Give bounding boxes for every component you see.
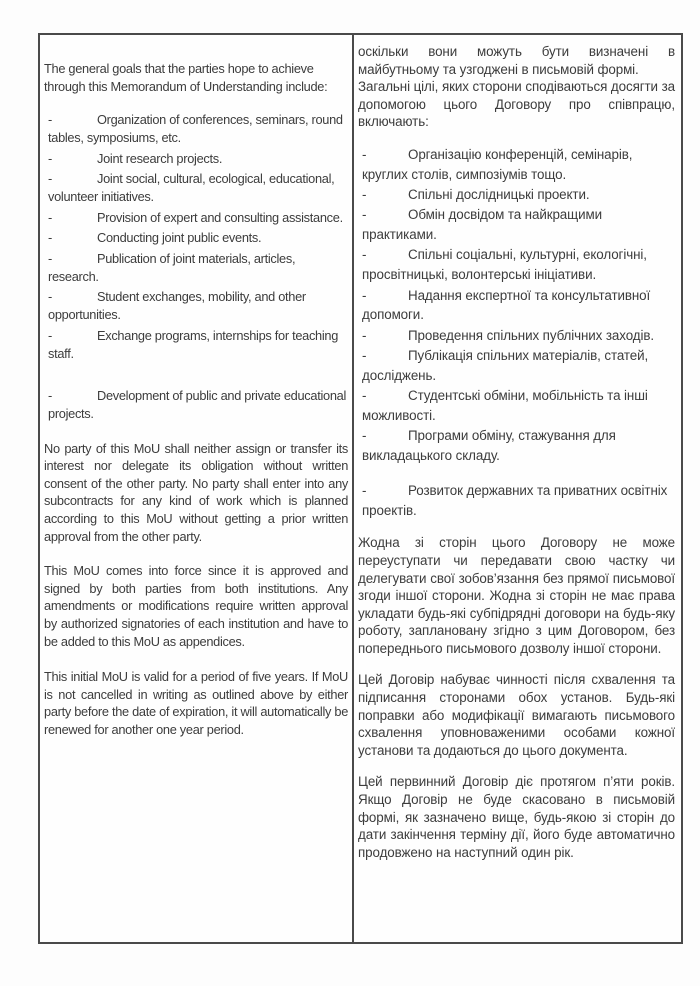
intro-paragraph-uk-1: оскільки вони можуть бути визначені в майбутньому та узгоджені в письмовій формі. xyxy=(358,44,675,77)
bullet-dash: - xyxy=(362,146,367,162)
bullet-dash: - xyxy=(48,209,52,225)
bullet-text: Програми обміну, стажування для викладацького складу. xyxy=(362,428,616,463)
bullet-text: Organization of conferences, seminars, round tables, symposiums, etc. xyxy=(48,112,343,146)
bullet-text: Conducting joint public events. xyxy=(97,230,262,246)
bullet-text: Provision of expert and consulting assistance. xyxy=(97,209,343,225)
paragraph-uk-assignment: Жодна зі сторін цього Договору не може переуступати чи передавати свою частку чи делегувати свої зобов’язання без прямої письмової згоди іншої сторони. Жодна зі сторін не має права укладати будь-які субпідрядні договори на будь-яку роботу, заплановану згідно з цим Договором, без попереднього письмового дозволу іншої сторони. xyxy=(358,535,675,656)
ukrainian-column xyxy=(354,35,681,942)
bullet-item xyxy=(362,145,675,185)
bullet-item xyxy=(48,327,348,363)
bullet-item xyxy=(48,150,348,168)
bullet-item xyxy=(48,288,348,324)
bullet-item xyxy=(48,229,348,247)
bullet-list-uk-extra xyxy=(358,481,675,521)
bullet-item xyxy=(48,209,348,227)
bullet-dash: - xyxy=(362,388,367,404)
bullet-list-en-extra xyxy=(44,387,348,423)
bullet-text: Student exchanges, mobility, and other opportunities. xyxy=(48,289,306,323)
bullet-dash: - xyxy=(48,230,52,246)
bullet-text: Joint social, cultural, ecological, educational, volunteer initiatives. xyxy=(48,171,335,205)
bullet-text: Студентські обміни, мобільність та інші можливості. xyxy=(362,388,648,423)
intro-paragraph-uk-2: Загальні цілі, яких сторони сподіваються досягти за допомогою цього Договору про співпрацю, включають: xyxy=(358,79,675,130)
bullet-item xyxy=(48,111,348,147)
bullet-list-uk xyxy=(358,145,675,466)
bullet-dash: - xyxy=(362,207,367,223)
bullet-dash: - xyxy=(362,482,367,498)
paragraph-en-assignment: No party of this MoU shall neither assign or transfer its interest nor delegate its obligation without written consent of the other party. No party shall enter into any subcontracts for any kind of work which is planned according to this MoU without getting a prior written approval from the other party. xyxy=(44,440,349,544)
bullet-item xyxy=(362,426,675,466)
bullet-item xyxy=(362,481,675,521)
bullet-item xyxy=(362,205,675,245)
bullet-text: Joint research projects. xyxy=(97,150,223,166)
bullet-text: Розвиток державних та приватних освітніх проектів. xyxy=(362,482,668,518)
bullet-text: Exchange programs, internships for teaching staff. xyxy=(48,327,339,361)
bullet-text: Публікація спільних матеріалів, статей, досліджень. xyxy=(362,347,649,383)
bullet-text: Publication of joint materials, articles, research. xyxy=(48,250,296,284)
bullet-item xyxy=(48,250,348,286)
bullet-text: Спільні дослідницькі проекти. xyxy=(408,187,590,203)
bullet-text: Спільні соціальні, культурні, екологічні, просвітницькі, волонтерські ініціативи. xyxy=(362,247,647,283)
english-column xyxy=(40,35,354,942)
paragraph-uk-force: Цей Договір набуває чинності після схвалення та підписання сторонами обох установ. Будь-які поправки або модифікації вимагають письмового схвалення уповноваженими особами кожної установи та додаються до цього документа. xyxy=(358,672,675,758)
bullet-item xyxy=(362,386,675,426)
bullet-dash: - xyxy=(48,289,52,305)
bullet-dash: - xyxy=(362,247,367,263)
bullet-dash: - xyxy=(362,187,367,203)
bullet-dash: - xyxy=(362,287,367,303)
bullet-list-en xyxy=(44,111,348,363)
bullet-item xyxy=(362,346,675,386)
bullet-text: Проведення спільних публічних заходів. xyxy=(408,327,655,343)
mou-table xyxy=(38,33,683,944)
bullet-dash: - xyxy=(48,327,52,343)
bullet-item xyxy=(48,170,348,206)
bullet-text: Надання експертної та консультативної допомоги. xyxy=(362,287,651,323)
bullet-item xyxy=(362,245,675,285)
bullet-dash: - xyxy=(48,250,52,266)
bullet-text: Організацію конференцій, семінарів, круглих столів, симпозіумів тощо. xyxy=(362,146,633,182)
bullet-item xyxy=(48,387,348,423)
bullet-dash: - xyxy=(48,387,52,403)
bullet-dash: - xyxy=(362,428,367,444)
bullet-dash: - xyxy=(48,150,52,166)
bullet-text: Обмін досвідом та найкращими практиками. xyxy=(362,207,602,243)
bullet-item xyxy=(362,185,675,205)
paragraph-en-force: This MoU comes into force since it is approved and signed by both parties from both institutions. Any amendments or modifications require written approval by authorized signatories of each institution and have to be added to this MoU as appendices. xyxy=(44,563,349,649)
bullet-item xyxy=(362,286,675,326)
bullet-dash: - xyxy=(362,327,367,343)
intro-paragraph-en: The general goals that the parties hope to achieve through this Memorandum of Understanding include: xyxy=(44,61,328,94)
bullet-dash: - xyxy=(48,171,52,187)
paragraph-uk-validity: Цей первинний Договір діє протягом п’яти років. Якщо Договір не буде скасовано в письмовій формі, як зазначено вище, будь-якою зі сторін до дати закінчення терміну дії, його буде автоматично продовжено на наступний один рік. xyxy=(358,774,675,860)
paragraph-en-validity: This initial MoU is valid for a period of five years. If MoU is not cancelled in writing as outlined above by either party before the date of expiration, it will automatically be renewed for another one year period. xyxy=(44,669,349,737)
bullet-text: Development of public and private educational projects. xyxy=(48,387,347,421)
bullet-dash: - xyxy=(362,347,367,363)
bullet-dash: - xyxy=(48,112,52,128)
bullet-item xyxy=(362,326,675,346)
